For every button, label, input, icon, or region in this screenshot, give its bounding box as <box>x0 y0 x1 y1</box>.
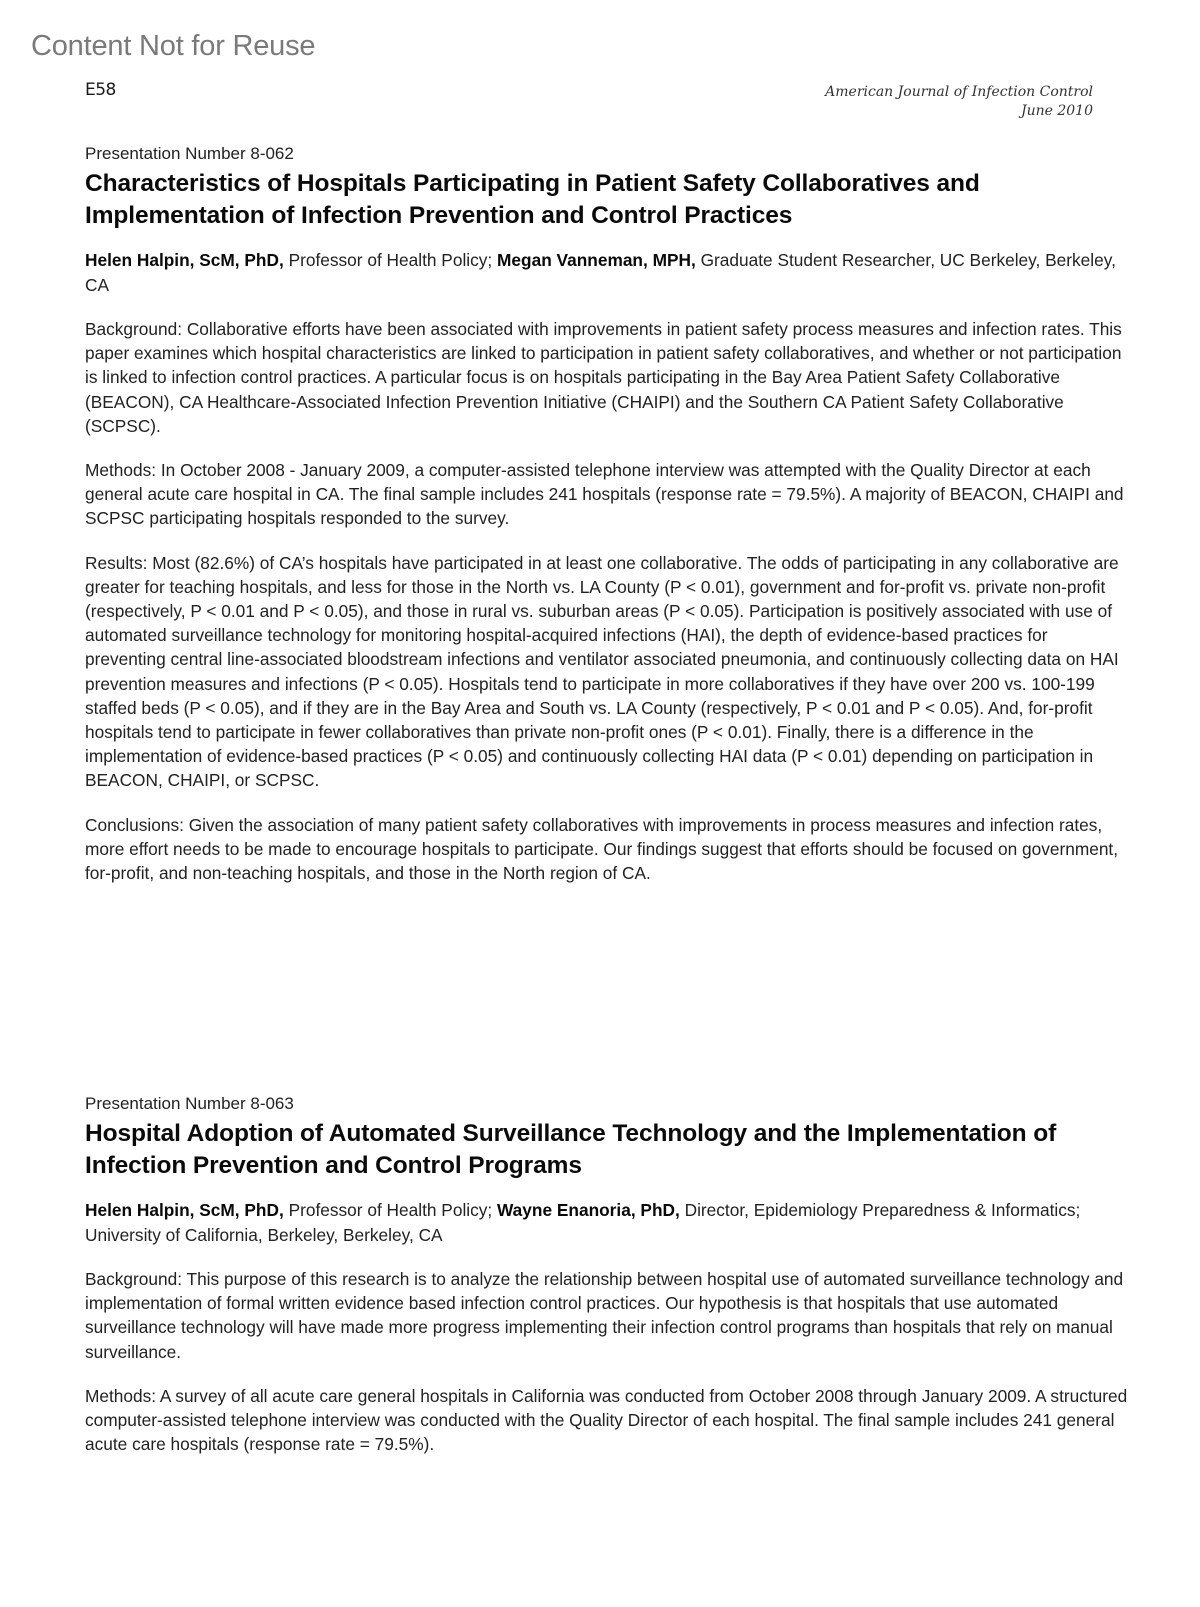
journal-header <box>825 83 1093 121</box>
author-affiliation: Graduate Student Researcher, UC Berkeley, Berkeley, CA <box>85 250 1116 295</box>
author-name: Wayne Enanoria, PhD, <box>497 1200 680 1220</box>
author-affiliation: Professor of Health Policy; <box>283 250 498 270</box>
author-affiliation: Director, Epidemiology Preparedness & Informatics; University of California, Berkeley, Berkeley, CA <box>85 1200 1081 1245</box>
abstract-8-063 <box>85 1094 1130 1476</box>
issue-date: June 2010 <box>1020 103 1093 119</box>
background-section: Background: Collaborative efforts have been associated with improvements in patient safety process measures and infection rates. This paper examines which hospital characteristics are linked to participation in patient safety collaboratives, and whether or not participation is linked to infection control practices. A particular focus is on hospitals participating in the Bay Area Patient Safety Collaborative (BEACON), CA Healthcare-Associated Infection Prevention Initiative (CHAIPI) and the Southern CA Patient Safety Collaborative (SCPSC). <box>85 319 1122 436</box>
methods-section: Methods: In October 2008 - January 2009, a computer-assisted telephone interview was attempted with the Quality Director at each general acute care hospital in CA. The final sample includes 241 hospitals (response rate = 79.5%). A majority of BEACON, CHAIPI and SCPSC participating hospitals responded to the survey. <box>85 460 1124 529</box>
page-number: E58 <box>85 80 116 100</box>
abstract-title: Hospital Adoption of Automated Surveillance Technology and the Implementation of Infection Prevention and Control Programs <box>85 1120 1057 1179</box>
author-name: Helen Halpin, ScM, PhD, <box>85 1200 284 1220</box>
presentation-number: Presentation Number 8-062 <box>85 144 294 163</box>
author-affiliation: Professor of Health Policy; <box>283 1200 498 1220</box>
presentation-number: Presentation Number 8-063 <box>85 1094 294 1113</box>
author-name: Megan Vanneman, MPH, <box>497 250 696 270</box>
abstract-title: Characteristics of Hospitals Participating in Patient Safety Collaboratives and Implementation of Infection Prevention and Control Practices <box>85 170 980 229</box>
author-name: Helen Halpin, ScM, PhD, <box>85 250 284 270</box>
results-section: Results: Most (82.6%) of CA’s hospitals have participated in at least one collaborative. The odds of participating in any collaborative are greater for teaching hospitals, and less for those in the North vs. LA County (P < 0.01), government and for-profit vs. private non-profit (respectively, P < 0.01 and P < 0.05), and those in rural vs. suburban areas (P < 0.05). Participation is positively associated with use of automated surveillance technology for monitoring hospital-acquired infections (HAI), the depth of evidence-based practices for preventing central line-associated bloodstream infections and ventilator associated pneumonia, and continuously collecting data on HAI prevention measures and infections (P < 0.05). Hospitals tend to participate in more collaboratives if they have over 200 vs. 100-199 staffed beds (P < 0.05), and if they are in the Bay Area and South vs. LA County (respectively, P < 0.01 and P < 0.05). And, for-profit hospitals tend to participate in fewer collaboratives than private non-profit ones (P < 0.01). Finally, there is a difference in the implementation of evidence-based practices (P < 0.05) and continuously collecting HAI data (P < 0.01) depending on participation in BEACON, CHAIPI, or SCPSC. <box>85 552 1119 791</box>
watermark: Content Not for Reuse <box>31 30 316 62</box>
methods-section: Methods: A survey of all acute care general hospitals in California was conducted from October 2008 through January 2009. A structured computer-assisted telephone interview was conducted with the Quality Director of each hospital. The final sample includes 241 general acute care hospitals (response rate = 79.5%). <box>85 1385 1128 1455</box>
journal-name: American Journal of Infection Control <box>825 84 1093 100</box>
background-section: Background: This purpose of this research is to analyze the relationship between hospital use of automated surveillance technology and implementation of formal written evidence based infection control practices. Our hypothesis is that hospitals that use automated surveillance technology will have made more progress implementing their infection control programs than hospitals that rely on manual surveillance. <box>85 1269 1124 1362</box>
author-list <box>85 1198 1130 1247</box>
abstract-8-062 <box>85 144 1130 905</box>
author-list <box>85 248 1130 297</box>
conclusions-section: Conclusions: Given the association of many patient safety collaboratives with improvements in process measures and infection rates, more effort needs to be made to encourage hospitals to participate. Our findings suggest that efforts should be focused on government, for-profit, and non-teaching hospitals, and those in the North region of CA. <box>85 814 1119 884</box>
